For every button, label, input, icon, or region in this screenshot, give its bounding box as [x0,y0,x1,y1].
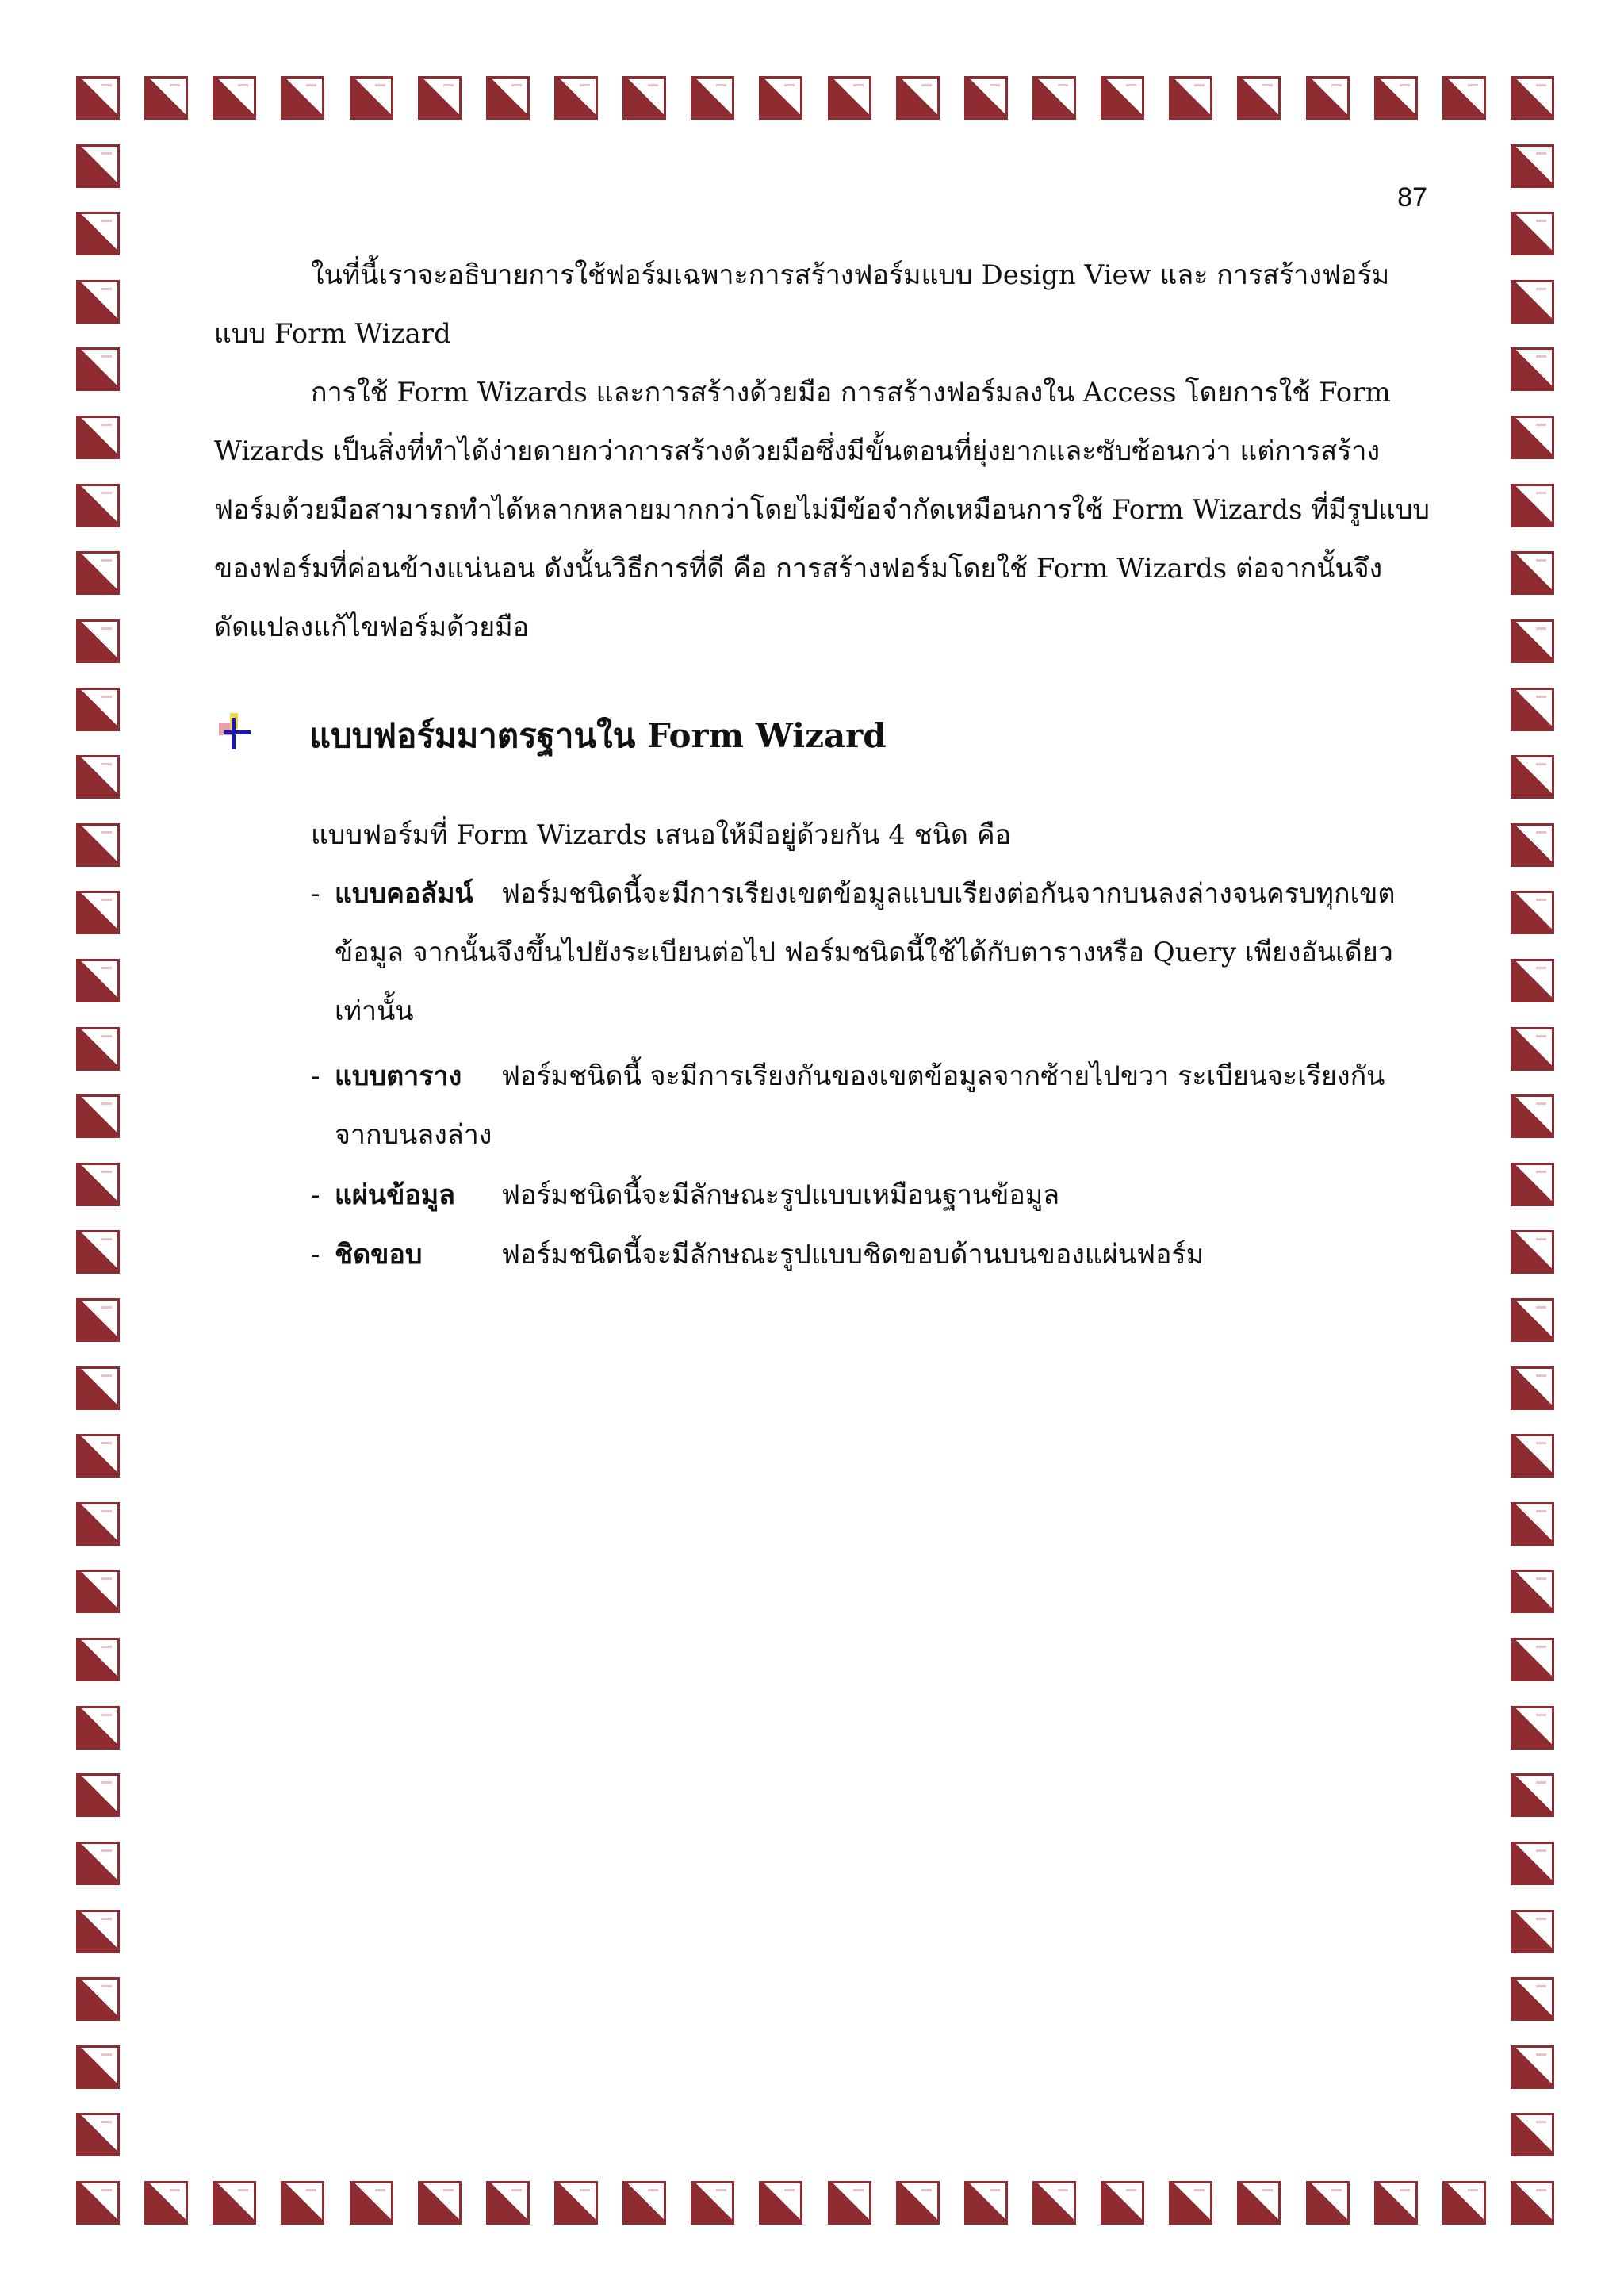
border-tile [1032,2181,1076,2225]
border-tile [76,755,120,799]
border-tile [1511,280,1554,324]
border-tile [1101,76,1144,120]
border-tile [76,2181,120,2225]
list-term: ชิดขอบ [335,1239,423,1271]
border-tile [1511,891,1554,934]
border-tile [76,1638,120,1681]
list-text: ข้อมูล จากนั้นจึงขึ้นไปยังระเบียนต่อไป ฟอร์มชนิดนี้ใช้ได้กับตารางหรือ Query เพียงอันเดียว [335,937,1393,968]
section-heading: แบบฟอร์มมาตรฐานใน Form Wizard [309,716,887,755]
list-term: แผ่นข้อมูล [335,1179,455,1211]
border-tile [1511,1502,1554,1546]
border-tile [144,2181,188,2225]
border-tile [1511,2045,1554,2089]
border-tile [828,76,871,120]
list-text: ฟอร์มชนิดนี้จะมีลักษณะรูปแบบชิดขอบด้านบนของแผ่นฟอร์ม [501,1239,1205,1271]
border-tile [759,2181,802,2225]
intro-line: ฟอร์มด้วยมือสามารถทำได้หลากหลายมากกว่าโดยไม่มีข้อจำกัดเหมือนการใช้ Form Wizards ที่มีรูปแบบ [214,494,1431,526]
border-tile [1511,416,1554,459]
border-tile [1511,619,1554,663]
border-tile [76,1366,120,1410]
border-tile [896,76,940,120]
border-tile [1511,823,1554,867]
border-tile [1511,1027,1554,1071]
border-tile [1511,76,1554,120]
border-tile [1511,1298,1554,1342]
border-tile [76,2113,120,2156]
list-text: จากบนลงล่าง [335,1119,492,1151]
border-tile [76,416,120,459]
border-tile [1511,1910,1554,1953]
border-tile [964,76,1008,120]
list-dash: - [311,1239,320,1271]
list-text: ฟอร์มชนิดนี้ จะมีการเรียงกันของเขตข้อมูลจากซ้ายไปขวา ระเบียนจะเรียงกัน [501,1060,1385,1092]
list-text: ฟอร์มชนิดนี้จะมีลักษณะรูปแบบเหมือนฐานข้อมูล [501,1179,1060,1211]
border-tile [1511,959,1554,1002]
border-tile [1169,2181,1212,2225]
border-tile [1237,76,1281,120]
border-tile [486,76,530,120]
border-tile [1511,1366,1554,1410]
intro-line: Wizards เป็นสิ่งที่ทำได้ง่ายดายกว่าการสร้างด้วยมือซึ่งมีขั้นตอนที่ยุ่งยากและซับซ้อนกว่า แต่การสร้าง [214,435,1381,467]
border-tile [76,619,120,663]
border-tile [76,1570,120,1613]
border-tile [76,1910,120,1953]
border-tile [76,144,120,188]
border-tile [1306,76,1350,120]
border-tile [828,2181,871,2225]
list-item [311,1047,1429,1164]
border-tile [554,2181,598,2225]
border-tile [1511,755,1554,799]
border-tile [691,76,734,120]
border-tile [1374,2181,1418,2225]
border-tile [1511,347,1554,391]
border-tile [1511,1230,1554,1274]
border-tile [1511,1094,1554,1138]
border-tile [691,2181,734,2225]
list-intro: แบบฟอร์มที่ Form Wizards เสนอให้มีอยู่ด้วยกัน 4 ชนิด คือ [311,819,1011,851]
border-tile [281,2181,324,2225]
border-tile [1374,76,1418,120]
list-term: แบบตาราง [335,1060,462,1092]
border-tile [1169,76,1212,120]
intro-line: ของฟอร์มที่ค่อนข้างแน่นอน ดังนั้นวิธีการที่ดี คือ การสร้างฟอร์มโดยใช้ Form Wizards ต่อจากนั้นจึง [214,553,1383,585]
border-tile [759,76,802,120]
border-tile [622,2181,666,2225]
border-tile [1511,212,1554,255]
border-tile [622,76,666,120]
list-text: ฟอร์มชนิดนี้จะมีการเรียงเขตข้อมูลแบบเรียงต่อกันจากบนลงล่างจนครบทุกเขต [501,878,1396,910]
border-tile [1511,1977,1554,2021]
plus-bullet-icon [213,710,254,754]
border-tile [1101,2181,1144,2225]
border-tile [76,347,120,391]
border-tile [76,1977,120,2021]
border-tile [1511,144,1554,188]
border-tile [1511,1570,1554,1613]
border-tile [486,2181,530,2225]
border-tile [76,1502,120,1546]
border-tile [1511,1773,1554,1817]
border-tile [1511,2113,1554,2156]
border-tile [1032,76,1076,120]
border-tile [964,2181,1008,2225]
border-tile [1511,1434,1554,1478]
border-tile [76,688,120,731]
border-tile [76,1094,120,1138]
border-tile [1511,2181,1554,2225]
border-tile [1511,1163,1554,1206]
intro-paragraph [214,246,1431,657]
list-item [311,864,1429,1041]
list-item [311,1225,1429,1284]
border-tile [554,76,598,120]
border-tile [76,823,120,867]
border-tile [350,2181,393,2225]
border-tile [76,2045,120,2089]
intro-line: การใช้ Form Wizards และการสร้างด้วยมือ การสร้างฟอร์มลงใน Access โดยการใช้ Form [311,377,1391,408]
list-dash: - [311,878,320,910]
border-tile [76,551,120,595]
list-dash: - [311,1179,320,1211]
border-tile [281,76,324,120]
page-number: 87 [1397,182,1427,213]
list-term: แบบคอลัมน์ [335,878,473,910]
border-tile [1511,1842,1554,1885]
border-tile [76,1163,120,1206]
border-tile [76,1027,120,1071]
border-tile [1442,2181,1486,2225]
border-tile [418,2181,462,2225]
border-tile [76,76,120,120]
border-tile [1306,2181,1350,2225]
border-tile [896,2181,940,2225]
list-item [311,1166,1429,1225]
border-tile [350,76,393,120]
border-tile [144,76,188,120]
list-dash: - [311,1060,320,1092]
intro-line: ในที่นี้เราจะอธิบายการใช้ฟอร์มเฉพาะการสร้างฟอร์มแบบ Design View และ การสร้างฟอร์ม [311,259,1390,291]
intro-line: แบบ Form Wizard [214,318,451,350]
border-tile [1511,551,1554,595]
border-tile [76,959,120,1002]
border-tile [76,1773,120,1817]
border-tile [76,280,120,324]
border-tile [1511,484,1554,527]
border-tile [76,1298,120,1342]
border-tile [76,1230,120,1274]
border-tile [76,484,120,527]
border-tile [76,1434,120,1478]
border-tile [76,1706,120,1750]
border-tile [1511,688,1554,731]
border-tile [1511,1706,1554,1750]
border-tile [1442,76,1486,120]
list-text: เท่านั้น [335,995,414,1027]
border-tile [418,76,462,120]
border-tile [76,891,120,934]
border-tile [213,76,256,120]
border-tile [213,2181,256,2225]
border-tile [1237,2181,1281,2225]
intro-line: ดัดแปลงแก้ไขฟอร์มด้วยมือ [214,611,530,643]
border-tile [76,212,120,255]
border-tile [1511,1638,1554,1681]
border-tile [76,1842,120,1885]
